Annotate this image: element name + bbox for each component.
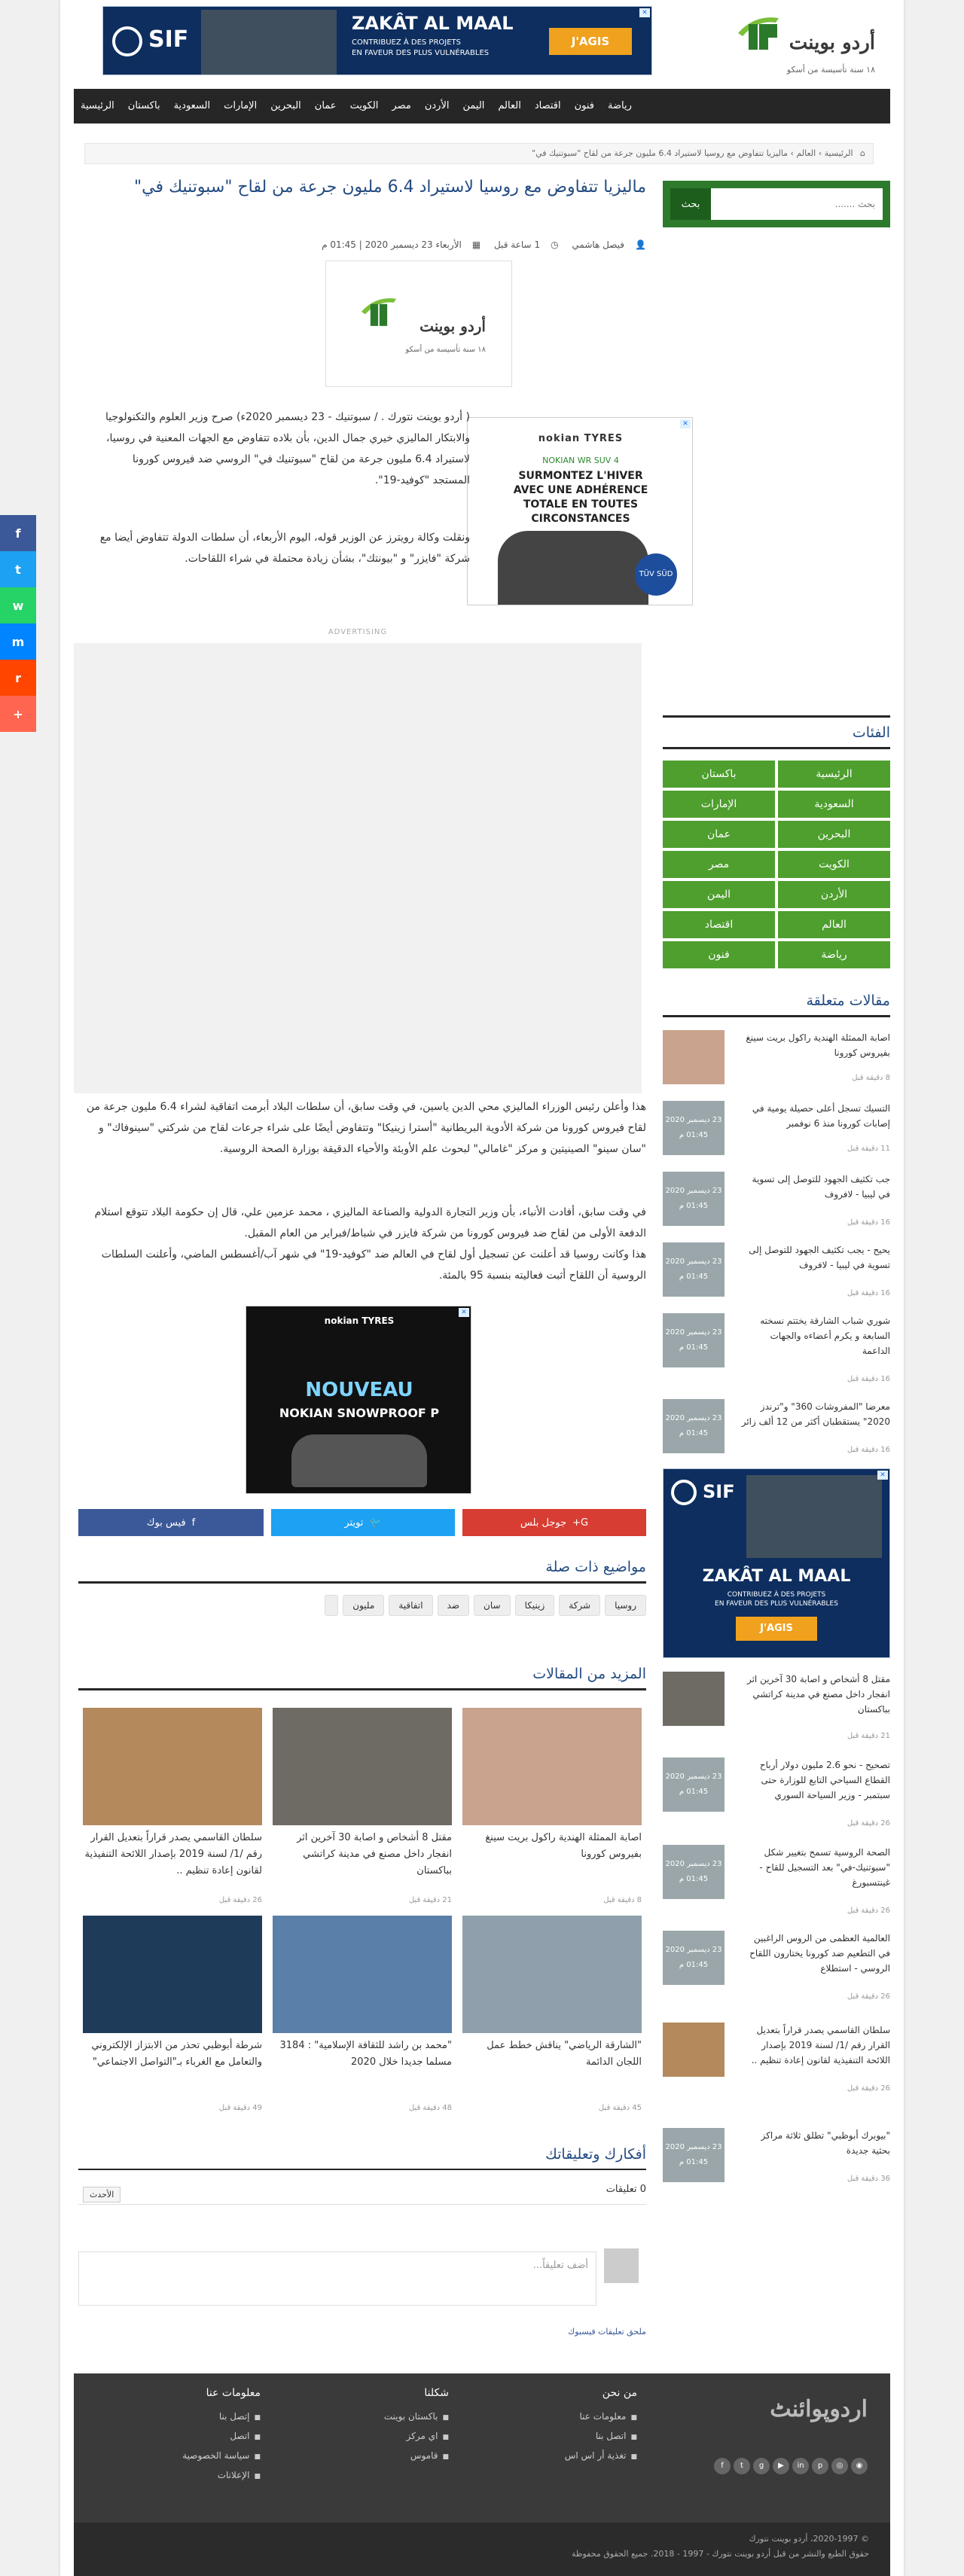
related-item[interactable] — [663, 1242, 890, 1303]
ad-photo — [201, 10, 337, 75]
category-item[interactable]: اليمن — [663, 881, 775, 908]
comments-count: 0 تعليقات — [78, 2184, 646, 2205]
nokian-ad-1[interactable] — [467, 417, 693, 605]
category-item[interactable]: باكستان — [663, 761, 775, 788]
article-p1: ( أردو بوينت نتورك . / سبوتنيك - 23 ديسمبر 2020ء) صرح وزير العلوم والتكنولوجيا والابتكار الماليزي خيري جمال الدين، بأن بلاده تتفاوض مع الجهات المعنية في روسيا، لاستيراد 6.4 مليون جرعة من لقاح "سبوتنيك في" الروسي ضد فيروس كورونا المستجد "كوفيد-19". — [105, 411, 470, 486]
related-thumb — [663, 1672, 725, 1726]
related-topics-heading: مواضيع ذات صلة — [78, 1559, 646, 1584]
article-p4: في وقت سابق، أفادت الأنباء، بأن وزير التجارة الدولية والصناعة الماليزي ، محمد عزمين علي، قال إن حكومة البلاد تتوقع استلام الدفعة الأولى من لقاح ضد فيروس كورونا من شركة فايزر في شباط/فبراير من العام المقبل. — [94, 1206, 646, 1239]
ad-close-icon[interactable]: ✕ — [680, 419, 691, 428]
related-title[interactable]: جب تكثيف الجهود للتوصل إلى تسوية في ليبيا - لافروف — [752, 1174, 890, 1200]
nav-egypt[interactable]: مصر — [392, 100, 411, 111]
tag[interactable]: ضد — [438, 1595, 470, 1616]
footer-link[interactable]: ■ تغذية أر اس اس — [487, 2450, 637, 2461]
tag[interactable]: روسيا — [605, 1595, 646, 1616]
google-plus-icon: G+ — [572, 1517, 589, 1529]
card-image — [273, 1916, 452, 2033]
related-title[interactable]: شوري شباب الشارقة يختتم نسخته السابعة و يكرم أعضاءه والجهات الداعمة — [760, 1315, 890, 1356]
related-item[interactable] — [663, 1172, 890, 1232]
related-thumb — [663, 2023, 725, 2077]
article-title: ماليزيا تتفاوض مع روسيا لاستيراد 6.4 مليون جرعة من لقاح "سبوتنيك في" — [134, 178, 646, 197]
nav-saudi[interactable]: السعودية — [173, 100, 211, 111]
facebook-share-icon[interactable]: f — [0, 515, 36, 551]
logo-text: أردو بوينت — [789, 32, 875, 54]
categories-heading: الفئات — [663, 724, 890, 749]
related-item[interactable] — [663, 1399, 890, 1459]
nav-world[interactable]: العالم — [498, 100, 521, 111]
footer-link[interactable]: ■ اي مركز — [298, 2431, 449, 2441]
nokian-ad-lines — [468, 469, 693, 526]
card-date: 8 دقيقة قبل — [603, 1896, 642, 1904]
footer-link[interactable]: ■ معلومات عنا — [487, 2411, 637, 2422]
share-facebook-label: فيس بوك — [146, 1517, 186, 1529]
related-thumb: 23 ديسمبر 2020 01:45 م — [663, 1313, 725, 1367]
related-item[interactable] — [663, 1101, 890, 1161]
related-date: 16 دقيقة قبل — [847, 1289, 890, 1297]
related-item[interactable] — [663, 2128, 890, 2188]
article-p5: هذا وكانت روسيا قد أعلنت عن تسجيل أول لقاح في العالم ضد "كوفيد-19" في شهر آب/أغسطس الماضي، وأعلنت السلطات الروسية أن اللقاح أثبت فعاليته بنسبة 95 بالمئة. — [101, 1248, 646, 1282]
article-card[interactable] — [462, 1916, 642, 2111]
category-item[interactable]: رياضة — [778, 941, 890, 968]
related-title[interactable]: اصابة الممثلة الهندية راكول بريت سينغ بفيروس كورونا — [746, 1032, 890, 1058]
related-item[interactable] — [663, 1313, 890, 1383]
related-date: 26 دقيقة قبل — [847, 2084, 890, 2093]
nav-bahrain[interactable]: البحرين — [270, 100, 301, 111]
more-articles-heading: المزيد من المقالات — [78, 1666, 646, 1690]
nav-jordan[interactable]: الأردن — [424, 100, 450, 111]
clock-icon: ◷ — [551, 239, 559, 250]
footer-col-heading: شكلنا — [424, 2387, 449, 2399]
search-input[interactable] — [711, 188, 883, 220]
article-card[interactable] — [273, 1708, 452, 1904]
nav-pakistan[interactable]: باكستان — [127, 100, 160, 111]
sidebar-ad-headline: ZAKÂT AL MAAL — [702, 1567, 851, 1586]
advertising-label: ADVERTISING — [328, 628, 388, 636]
nav-kuwait[interactable]: الكويت — [349, 100, 379, 111]
article-card[interactable] — [273, 1916, 452, 2111]
article-p3: هذا وأعلن رئيس الوزراء الماليزي محي الدين ياسين، في وقت سابق، أن سلطات البلاد أبرمت اتفاقية لشراء 6.4 مليون جرعة من لقاح فيروس كورونا من شركة الأدوية البريطانية "أسترا زينيكا" وتتفاوض أيضًا على شراء جرعات لقاح من شركتي "سينوفاك" و "سان سينو" الصينيتين و مركز "غامالي" لبحوث علم الأوبئة والأحياء الدقيقة بوزارة الصحة الروسية. — [86, 1101, 646, 1155]
sidebar-ad[interactable] — [663, 1468, 890, 1658]
tag[interactable]: اتفاقية — [389, 1595, 432, 1616]
related-tags — [78, 1595, 646, 1616]
related-thumb: 23 ديسمبر 2020 01:45 م — [663, 1101, 725, 1155]
ad-brand-icon — [112, 26, 142, 56]
main-nav — [74, 89, 890, 123]
nav-oman[interactable]: عمان — [314, 100, 337, 111]
breadcrumb: ⌂ الرئيسية › العالم › ماليزيا تتفاوض مع روسيا لاستيراد 6.4 مليون جرعة من لقاح "سبوتنيك في" — [84, 143, 874, 164]
related-title[interactable]: تصحيح - نحو 2.6 مليون دولار أرباح القطاع السياحي التابع للوزارة حتى سبتمبر - وزير السياحة السوري — [759, 1760, 890, 1800]
ad-sub1: CONTRIBUEZ À DES PROJETS — [352, 38, 462, 47]
instagram-icon[interactable]: ◎ — [831, 2458, 848, 2474]
card-title[interactable]: اصابة الممثلة الهندية راكول بريت سينغ بفيروس كورونا — [485, 1832, 642, 1860]
related-date: 26 دقيقة قبل — [847, 1992, 890, 2001]
footer — [74, 2373, 890, 2535]
article-logo-text: أردو بوينت — [419, 317, 486, 335]
ad-cta-button[interactable]: J'AGIS — [549, 28, 632, 55]
ad-headline: ZAKÂT AL MAAL — [352, 13, 514, 34]
category-item[interactable]: الإمارات — [663, 791, 775, 818]
search-button[interactable]: بحث — [670, 188, 711, 220]
breadcrumb-current: ماليزيا تتفاوض مع روسيا لاستيراد 6.4 مليون جرعة من لقاح "سبوتنيك في" — [532, 148, 789, 158]
sidebar-ad-brand: SIF — [703, 1481, 735, 1502]
nokian-ad-2[interactable] — [246, 1306, 471, 1494]
article-meta — [96, 239, 646, 250]
card-image — [273, 1708, 452, 1825]
facebook-icon: f — [191, 1517, 196, 1529]
rss-icon[interactable]: ◉ — [851, 2458, 868, 2474]
tire-image — [498, 531, 648, 605]
home-icon: ⌂ — [860, 148, 865, 158]
related-date: 36 دقيقة قبل — [847, 2175, 890, 2183]
related-item[interactable] — [663, 1931, 890, 2001]
card-date: 49 دقيقة قبل — [218, 2104, 262, 2112]
article-card[interactable] — [462, 1708, 642, 1904]
calendar-icon: ▦ — [471, 239, 481, 250]
ad-close-icon[interactable]: ✕ — [459, 1308, 469, 1317]
pinterest-icon[interactable]: p — [812, 2458, 828, 2474]
ad-close-icon[interactable]: ✕ — [639, 8, 650, 17]
ad-brand-icon — [671, 1480, 697, 1505]
logo-tagline: ١٨ سنة تأسيسة من أسكو — [786, 65, 875, 75]
tag[interactable]: شركة — [559, 1595, 600, 1616]
twitter-share-icon[interactable]: t — [0, 551, 36, 587]
rights: حقوق الطبع والنشر من قبل أردو بوينت نتورك - 1997 - 2018. جميع الحقوق محفوظة — [571, 2549, 869, 2559]
tag[interactable]: سان — [474, 1595, 511, 1616]
related-title[interactable]: معرضا "المفروشات 360" و"ترندز 2020" يستقطبان أكثر من 12 ألف زائر — [741, 1401, 890, 1427]
nav-uae[interactable]: الإمارات — [224, 100, 258, 111]
footer-link[interactable]: ■ قاموس — [298, 2450, 449, 2461]
related-thumb: 23 ديسمبر 2020 01:45 م — [663, 1931, 725, 1985]
article-author[interactable]: فيصل هاشمي — [572, 239, 625, 250]
breadcrumb-world[interactable]: العالم — [796, 148, 816, 158]
article-logo-tagline: ١٨ سنة تأسيسة من أسكو — [405, 346, 486, 354]
card-date: 48 دقيقة قبل — [408, 2104, 452, 2112]
ad-sub2: EN FAVEUR DES PLUS VULNÉRABLES — [352, 49, 490, 57]
floating-share-bar — [0, 515, 36, 732]
card-image — [462, 1708, 642, 1825]
share-facebook-button[interactable] — [78, 1509, 264, 1536]
nokian-ad-line: SURMONTEZ L'HIVER — [518, 470, 643, 482]
related-thumb: 23 ديسمبر 2020 01:45 م — [663, 1845, 725, 1899]
article-image — [325, 261, 512, 387]
nav-economy[interactable]: اقتصاد — [534, 100, 561, 111]
ad-photo — [746, 1475, 882, 1558]
related-title[interactable]: العالمية العظمى من الروس الراغبين في التطعيم ضد كورونا يختارون اللقاح الروسي - استطلاع — [749, 1933, 890, 1974]
facebook-comments-plugin[interactable]: ملحق تعليقات فيسبوك — [568, 2327, 646, 2337]
related-thumb: 23 ديسمبر 2020 01:45 م — [663, 1757, 725, 1812]
article-ago: 1 ساعة قبل — [494, 239, 541, 250]
sidebar-ad-sub1: CONTRIBUEZ À DES PROJETS — [727, 1591, 826, 1599]
footer-col-heading: من نحن — [602, 2387, 637, 2399]
more-share-icon[interactable]: + — [0, 696, 36, 732]
footer-link[interactable]: ■ الإعلانات — [110, 2470, 261, 2480]
related-thumb: 23 ديسمبر 2020 01:45 م — [663, 1399, 725, 1453]
related-title[interactable]: الصحة الروسية تسمح بتغيير شكل "سبوتنيك-في" بعد التسجيل للقاح - غينتسبورغ — [759, 1847, 890, 1888]
card-title[interactable]: مقتل 8 أشخاص و اصابة 30 آخرين اثر انفجار داخل مصنع في مدينة كراتشي بباكستان — [297, 1832, 452, 1876]
facebook-icon[interactable]: f — [714, 2458, 731, 2474]
reddit-share-icon[interactable]: r — [0, 660, 36, 696]
related-title[interactable]: سلطان القاسمي يصدر قراراً بتعديل القرار رقم /1/ لسنة 2019 بإصدار اللائحة التنفيذية لقانون إعادة تنظيم .. — [751, 2025, 890, 2065]
nav-sports[interactable]: رياضة — [608, 100, 632, 111]
footer-col-info — [110, 2387, 261, 2489]
related-date: 21 دقيقة قبل — [847, 1732, 890, 1740]
footer-link[interactable]: ■ اتصل — [110, 2431, 261, 2441]
category-item[interactable]: الكويت — [778, 851, 890, 878]
linkedin-icon[interactable]: in — [792, 2458, 809, 2474]
category-item[interactable]: فنون — [663, 941, 775, 968]
card-title[interactable]: سلطان القاسمي يصدر قراراً بتعديل القرار رقم /1/ لسنة 2019 بإصدار اللائحة التنفيذية لقانون إعادة تنظيم .. — [84, 1832, 262, 1876]
footer-link[interactable]: ■ سياسة الخصوصية — [110, 2450, 261, 2461]
footer-link[interactable]: ■ اتصل بنا — [487, 2431, 637, 2441]
top-ad-banner[interactable] — [102, 6, 652, 75]
related-thumb: 23 ديسمبر 2020 01:45 م — [663, 1172, 725, 1226]
whatsapp-share-icon[interactable]: w — [0, 587, 36, 623]
footer-social — [711, 2458, 868, 2474]
nokian-ad-line: TOTALE EN TOUTES — [523, 498, 639, 511]
youtube-icon[interactable]: ▶ — [773, 2458, 789, 2474]
related-title[interactable]: التسيك تسجل أعلى حصيلة يومية في إصابات كورونا منذ 6 نوفمبر — [752, 1103, 890, 1129]
google-plus-icon[interactable]: g — [753, 2458, 770, 2474]
share-google-button[interactable] — [462, 1509, 646, 1536]
footer-bottom — [74, 2523, 890, 2576]
tuv-badge: TÜV SÜD — [635, 553, 677, 596]
related-articles-heading: مقالات متعلقة — [663, 992, 890, 1017]
related-item[interactable] — [663, 2023, 890, 2093]
card-title[interactable]: "الشارقة الرياضي" يناقش خطط عمل اللجان الدائمة — [487, 2040, 642, 2068]
related-item[interactable] — [663, 1030, 890, 1090]
share-twitter-label: تويتر — [344, 1517, 364, 1529]
sidebar-ad-cta-button[interactable]: J'AGIS — [736, 1617, 817, 1641]
category-item[interactable]: البحرين — [778, 821, 890, 848]
search-box — [663, 181, 890, 227]
card-date: 45 دقيقة قبل — [598, 2104, 642, 2112]
footer-col-about — [487, 2387, 637, 2470]
article-date: الأربعاء 23 ديسمبر 2020 | 01:45 م — [322, 239, 462, 250]
page — [60, 0, 904, 2576]
related-date: 16 دقيقة قبل — [847, 1218, 890, 1227]
tag[interactable]: مليون — [343, 1595, 384, 1616]
nav-arts[interactable]: فنون — [574, 100, 595, 111]
nav-home[interactable]: الرئيسية — [81, 100, 114, 111]
related-date: 8 دقيقة قبل — [852, 1074, 890, 1082]
related-thumb: 23 ديسمبر 2020 01:45 م — [663, 1242, 725, 1297]
related-date: 11 دقيقة قبل — [847, 1145, 890, 1153]
article-card[interactable] — [83, 1916, 262, 2111]
related-date: 26 دقيقة قبل — [847, 1907, 890, 1915]
footer-col-network — [298, 2387, 449, 2470]
footer-link[interactable]: ■ إتصل بنا — [110, 2411, 261, 2422]
related-item[interactable] — [663, 1757, 890, 1828]
related-title[interactable]: مقتل 8 أشخاص و اصابة 30 آخرين اثر انفجار داخل مصنع في مدينة كراتشي بباكستان — [746, 1674, 890, 1715]
categories-grid — [663, 761, 890, 968]
category-item[interactable]: العالم — [778, 911, 890, 938]
tag[interactable] — [325, 1595, 338, 1616]
related-title[interactable]: يحيح - يجب تكثيف الجهود للتوصل إلى تسوية في ليبيا - لافروف — [749, 1245, 890, 1270]
twitter-icon: 🐦 — [369, 1517, 382, 1529]
comments-heading: أفكارك وتعليقاتك — [78, 2146, 646, 2170]
nokian-ad-line: AVEC UNE ADHÉRENCE — [513, 484, 648, 496]
category-item[interactable]: اقتصاد — [663, 911, 775, 938]
card-image — [83, 1708, 262, 1825]
sidebar-divider — [663, 715, 890, 718]
card-title[interactable]: "محمد بن راشد للثقافة الإسلامية" : 3184 مسلما جديدا خلال 2020 — [279, 2040, 452, 2068]
card-date: 26 دقيقة قبل — [218, 1896, 262, 1904]
comment-input[interactable]: أضف تعليقاً... — [78, 2251, 596, 2306]
nokian-ad2-line2: NOKIAN SNOWPROOF P — [279, 1406, 440, 1420]
category-item[interactable]: السعودية — [778, 791, 890, 818]
card-title[interactable]: شرطة أبوظبي تحذر من الابتزاز الإلكتروني والتعامل مع الغرباء بـ"التواصل الاجتماعي" — [91, 2040, 262, 2068]
related-item[interactable] — [663, 1845, 890, 1913]
article-card[interactable] — [83, 1708, 262, 1904]
logo-mark-icon — [732, 11, 785, 56]
share-twitter-button[interactable] — [271, 1509, 455, 1536]
nokian-ad2-line1: NOUVEAU — [305, 1379, 413, 1401]
related-title[interactable]: "بيوبرك أبوظبي" تطلق ثلاثة مراكز بحثية جديدة — [761, 2130, 890, 2156]
ad-brand: SIF — [148, 26, 189, 53]
nav-yemen[interactable]: اليمن — [462, 100, 485, 111]
copyright: © 2020-1997، أردو بوينت نتورك — [749, 2534, 869, 2544]
car-image — [291, 1434, 427, 1487]
related-date: 16 دقيقة قبل — [847, 1375, 890, 1383]
card-date: 21 دقيقة قبل — [408, 1896, 452, 1904]
nokian-ad2-brand: nokian TYRES — [324, 1315, 395, 1326]
footer-link[interactable]: ■ باكستان بوينت — [298, 2411, 449, 2422]
footer-logo[interactable]: اردوپوائنٹ — [770, 2396, 868, 2422]
avatar — [604, 2248, 639, 2283]
site-logo[interactable] — [725, 6, 875, 78]
sidebar-ad-sub2: EN FAVEUR DES PLUS VULNÉRABLES — [715, 1600, 838, 1608]
author-icon: 👤 — [635, 239, 646, 250]
comments-sort-select[interactable]: الأحدث — [83, 2187, 120, 2203]
video-ad-placeholder[interactable] — [74, 643, 642, 1093]
card-image — [83, 1916, 262, 2033]
footer-col-heading: معلومات عنا — [206, 2387, 261, 2399]
share-google-label: جوجل بلس — [520, 1517, 567, 1529]
category-item[interactable]: الأردن — [778, 881, 890, 908]
category-item[interactable]: عمان — [663, 821, 775, 848]
article-logo-icon — [356, 291, 401, 332]
related-thumb: 23 ديسمبر 2020 01:45 م — [663, 2128, 725, 2182]
card-image — [462, 1916, 642, 2033]
ad-close-icon[interactable]: ✕ — [877, 1471, 888, 1480]
related-date: 16 دقيقة قبل — [847, 1446, 890, 1454]
nokian-ad-brand: nokian TYRES — [538, 433, 624, 444]
related-thumb — [663, 1030, 725, 1084]
nokian-ad-line: CIRCONSTANCES — [531, 513, 630, 525]
category-item[interactable]: مصر — [663, 851, 775, 878]
nokian-ad-model: NOKIAN WR SUV 4 — [542, 456, 619, 465]
tag[interactable]: زينيكا — [515, 1595, 555, 1616]
twitter-icon[interactable]: t — [734, 2458, 750, 2474]
related-item[interactable] — [663, 1672, 890, 1739]
article-p2: ونقلت وكالة رويترز عن الوزير قوله، اليوم الأربعاء، أن سلطات الدولة تتفاوض أيضا مع شركة "فايزر" و "بيونتك"، بشأن زيادة محتملة في شراء اللقاحات. — [99, 532, 470, 565]
messenger-share-icon[interactable]: m — [0, 623, 36, 660]
breadcrumb-home[interactable]: الرئيسية — [824, 148, 853, 158]
category-item[interactable]: الرئيسية — [778, 761, 890, 788]
related-date: 26 دقيقة قبل — [847, 1819, 890, 1828]
